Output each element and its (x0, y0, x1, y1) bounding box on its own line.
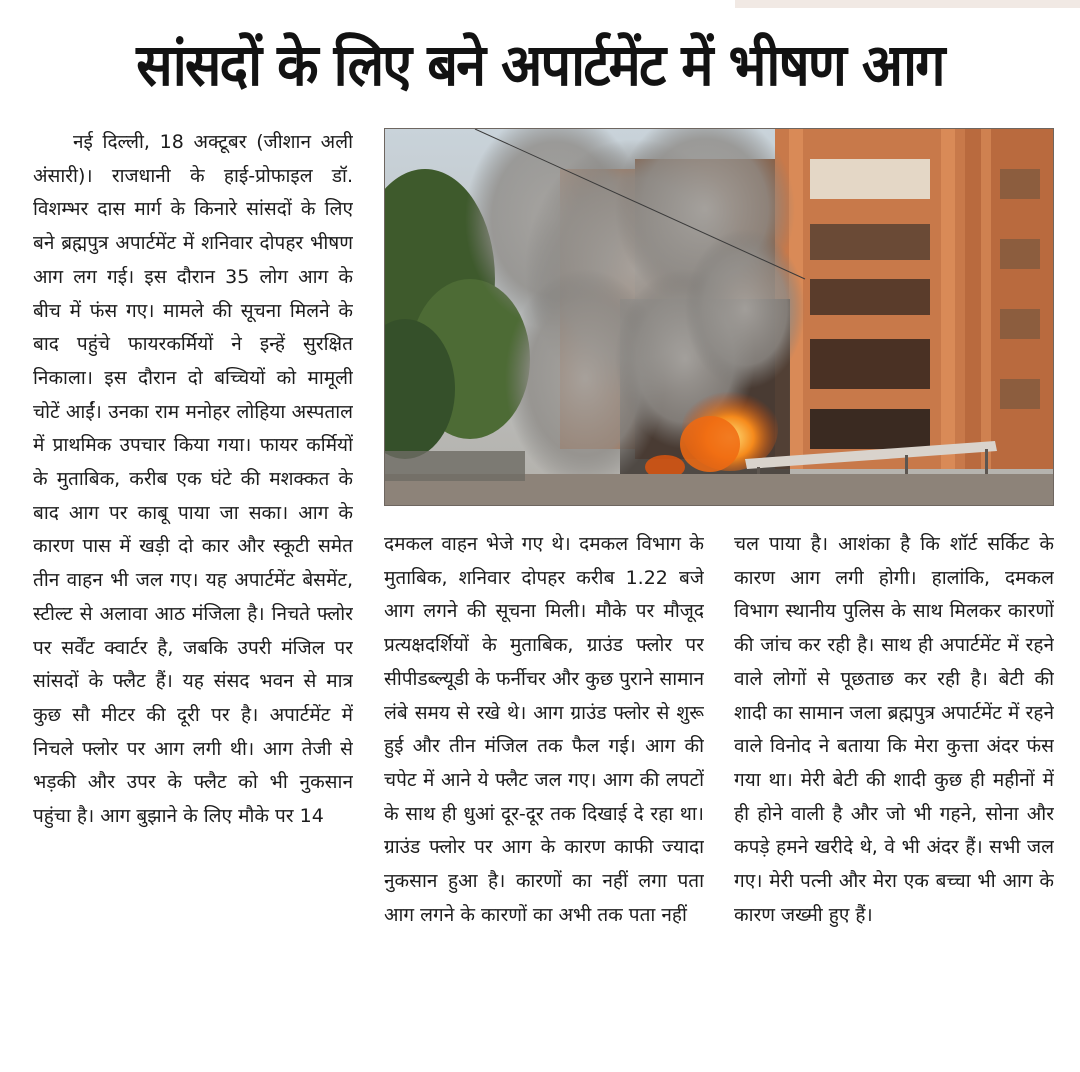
article-column-2: दमकल वाहन भेजे गए थे। दमकल विभाग के मुताबिक, शनिवार दोपहर करीब 1.22 बजे आग लगने की सूचना मिली। मौके पर मौजूद प्रत्यक्षदर्शियों के मुताबिक, ग्राउंड फ्लोर पर सीपीडब्ल्यूडी के फर्नीचर और कुछ पुराने सामान लंबे समय से रखे थे। आग ग्राउंड फ्लोर से शुरू हुई और तीन मंजिल तक फैल गई। आग की चपेट में आने ये फ्लैट जल गए। आग की लपटों के साथ ही धुआं दूर-दूर तक दिखाई दे रहा था। ग्राउंड फ्लोर पर आग के कारण काफी ज्यादा नुकसान हुआ है। कारणों का नहीं लगा पता आग लगने के कारणों का अभी तक पता नहीं (384, 533, 704, 926)
page-top-band (735, 0, 1080, 8)
news-photo (384, 128, 1054, 506)
building-fire-photo-icon (385, 129, 1053, 505)
article-column-3: चल पाया है। आशंका है कि शॉर्ट सर्किट के कारण आग लगी होगी। हालांकि, दमकल विभाग स्थानीय पुलिस के साथ मिलकर कारणों की जांच कर रही है। साथ ही अपार्टमेंट में रहने वाले लोगों से पूछताछ कर रही है। बेटी की शादी का सामान जला ब्रह्मपुत्र अपार्टमेंट में रहने वाले विनोद ने बताया कि मेरा कुत्ता अंदर फंस गया था। मेरी बेटी की शादी कुछ ही महीनों में ही होने वाली है और जो भी गहने, सोना और कपड़े हमने खरीदे थे, वे भी अंदर हैं। सभी जल गए। मेरी पत्नी और मेरा एक बच्चा भी आग के कारण जख्मी हुए हैं। (734, 533, 1054, 926)
article-column-1: नई दिल्ली, 18 अक्टूबर (जीशान अली अंसारी)। राजधानी के हाई-प्रोफाइल डॉ. विशम्भर दास मार्ग के किनारे सांसदों के लिए बने ब्रह्मपुत्र अपार्टमेंट में शनिवार दोपहर भीषण आग लग गई। इस दौरान 35 लोग आग के बीच में फंस गए। मामले की सूचना मिलने के बाद पहुंचे फायरकर्मियों ने इन्हें सुरक्षित निकाला। इस दौरान दो बच्चियों को मामूली चोटें आईं। उनका राम मनोहर लोहिया अस्पताल में प्राथमिक उपचार किया गया। फायर कर्मियों के मुताबिक, करीब एक घंटे की मशक्कत के बाद आग पर काबू पाया जा सका। आग के कारण पास में खड़ी दो कार और स्कूटी समेत तीन वाहन भी जल गए। यह अपार्टमेंट बेसमेंट, स्टील्ट से अलावा आठ मंजिला है। निचते फ्लोर पर सर्वेंट क्वार्टर है, जबकि उपरी मंजिल पर सांसदों के फ्लैट हैं। यह संसद भवन से मात्र कुछ सौ मीटर की दूरी पर है। अपार्टमेंट में निचले फ्लोर पर आग लगी थी। आग तेजी से भड़की और उपर के फ्लैट को भी नुकसान पहुंचा है। आग बुझाने के लिए मौके पर 14 (33, 131, 353, 828)
headline: सांसदों के लिए बने अपार्टमेंट में भीषण आग (136, 31, 944, 99)
